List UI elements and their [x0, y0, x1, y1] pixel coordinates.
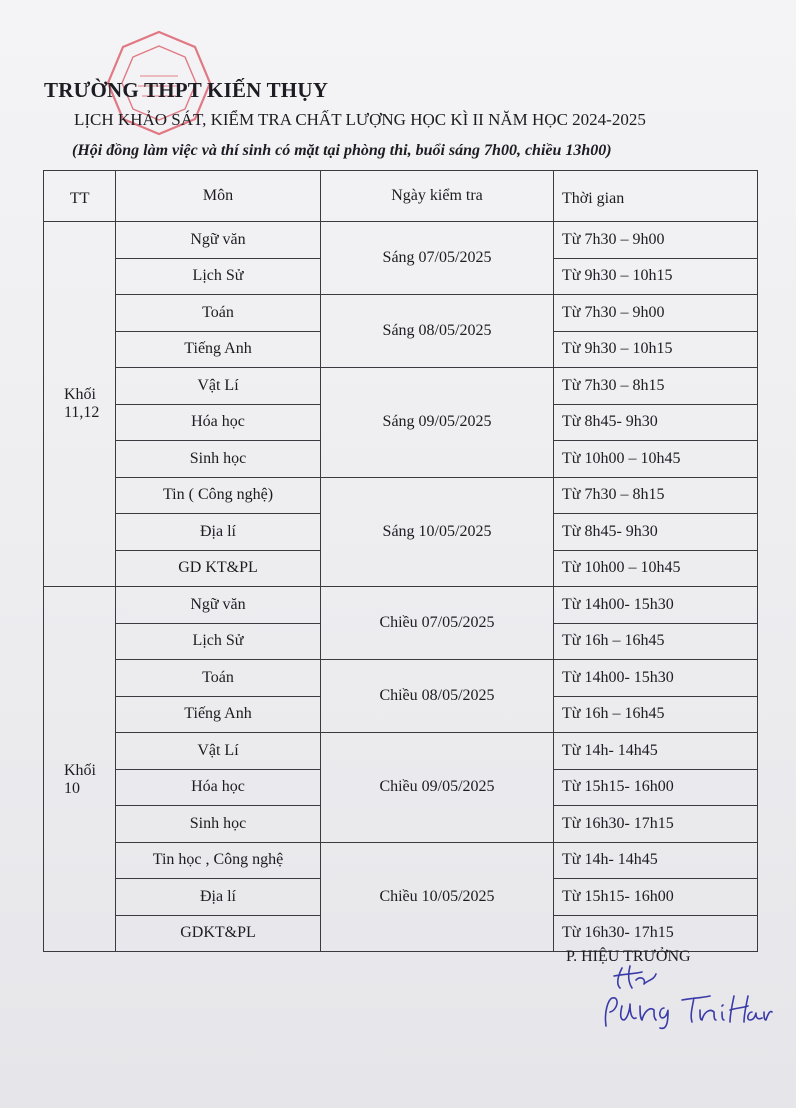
subject-cell: Lịch Sử	[116, 258, 321, 295]
table-row	[44, 477, 758, 514]
header-date: Ngày kiểm tra	[321, 171, 554, 222]
table-row	[44, 660, 758, 697]
subject-cell: Địa lí	[116, 514, 321, 551]
time-cell: Từ 8h45- 9h30	[554, 514, 758, 551]
schedule-note: (Hội đồng làm việc và thí sinh có mặt tại phòng thi, buổi sáng 7h00, chiều 13h00)	[72, 142, 612, 159]
time-cell: Từ 14h- 14h45	[554, 733, 758, 770]
time-cell: Từ 14h00- 15h30	[554, 660, 758, 697]
table-row	[44, 842, 758, 879]
time-cell: Từ 7h30 – 8h15	[554, 368, 758, 405]
subject-cell: GDKT&PL	[116, 915, 321, 952]
subject-cell: Toán	[116, 295, 321, 332]
subject-cell: Lịch Sử	[116, 623, 321, 660]
schedule-title: LỊCH KHẢO SÁT, KIỂM TRA CHẤT LƯỢNG HỌC KÌ II NĂM HỌC 2024-2025	[74, 110, 646, 129]
date-cell: Chiều 07/05/2025	[321, 587, 554, 660]
time-cell: Từ 10h00 – 10h45	[554, 441, 758, 478]
date-cell: Sáng 10/05/2025	[321, 477, 554, 587]
table-row	[44, 368, 758, 405]
time-cell: Từ 9h30 – 10h15	[554, 258, 758, 295]
header-time: Thời gian	[554, 171, 758, 222]
date-cell: Sáng 08/05/2025	[321, 295, 554, 368]
subject-cell: Toán	[116, 660, 321, 697]
subject-cell: Sinh học	[116, 441, 321, 478]
date-cell: Chiều 10/05/2025	[321, 842, 554, 952]
time-cell: Từ 14h- 14h45	[554, 842, 758, 879]
date-cell: Chiều 09/05/2025	[321, 733, 554, 843]
date-cell: Sáng 07/05/2025	[321, 222, 554, 295]
time-cell: Từ 7h30 – 9h00	[554, 222, 758, 259]
subject-cell: Tiếng Anh	[116, 696, 321, 733]
header-tt: TT	[44, 171, 116, 222]
subject-cell: Tin học , Công nghệ	[116, 842, 321, 879]
table-row	[44, 222, 758, 259]
exam-schedule-table	[43, 170, 758, 952]
subject-cell: Địa lí	[116, 879, 321, 916]
subject-cell: GD KT&PL	[116, 550, 321, 587]
time-cell: Từ 16h – 16h45	[554, 623, 758, 660]
subject-cell: Hóa học	[116, 404, 321, 441]
time-cell: Từ 8h45- 9h30	[554, 404, 758, 441]
date-cell: Sáng 09/05/2025	[321, 368, 554, 478]
subject-cell: Ngữ văn	[116, 222, 321, 259]
time-cell: Từ 7h30 – 9h00	[554, 295, 758, 332]
subject-cell: Ngữ văn	[116, 587, 321, 624]
time-cell: Từ 15h15- 16h00	[554, 769, 758, 806]
subject-cell: Tin ( Công nghệ)	[116, 477, 321, 514]
table-row	[44, 295, 758, 332]
table-header-row	[44, 171, 758, 222]
time-cell: Từ 7h30 – 8h15	[554, 477, 758, 514]
school-name: TRƯỜNG THPT KIẾN THỤY	[44, 78, 329, 102]
time-cell: Từ 16h30- 17h15	[554, 915, 758, 952]
time-cell: Từ 16h30- 17h15	[554, 806, 758, 843]
handwritten-signature	[584, 962, 774, 1032]
subject-cell: Vật Lí	[116, 733, 321, 770]
group-label: Khối 11,12	[44, 222, 116, 587]
time-cell: Từ 9h30 – 10h15	[554, 331, 758, 368]
date-cell: Chiều 08/05/2025	[321, 660, 554, 733]
group-label: Khối 10	[44, 587, 116, 952]
table-row	[44, 733, 758, 770]
time-cell: Từ 16h – 16h45	[554, 696, 758, 733]
subject-cell: Vật Lí	[116, 368, 321, 405]
header-subject: Môn	[116, 171, 321, 222]
subject-cell: Sinh học	[116, 806, 321, 843]
subject-cell: Tiếng Anh	[116, 331, 321, 368]
time-cell: Từ 10h00 – 10h45	[554, 550, 758, 587]
table-row	[44, 587, 758, 624]
signature-title: P. HIỆU TRƯỞNG	[566, 948, 691, 965]
subject-cell: Hóa học	[116, 769, 321, 806]
time-cell: Từ 14h00- 15h30	[554, 587, 758, 624]
time-cell: Từ 15h15- 16h00	[554, 879, 758, 916]
